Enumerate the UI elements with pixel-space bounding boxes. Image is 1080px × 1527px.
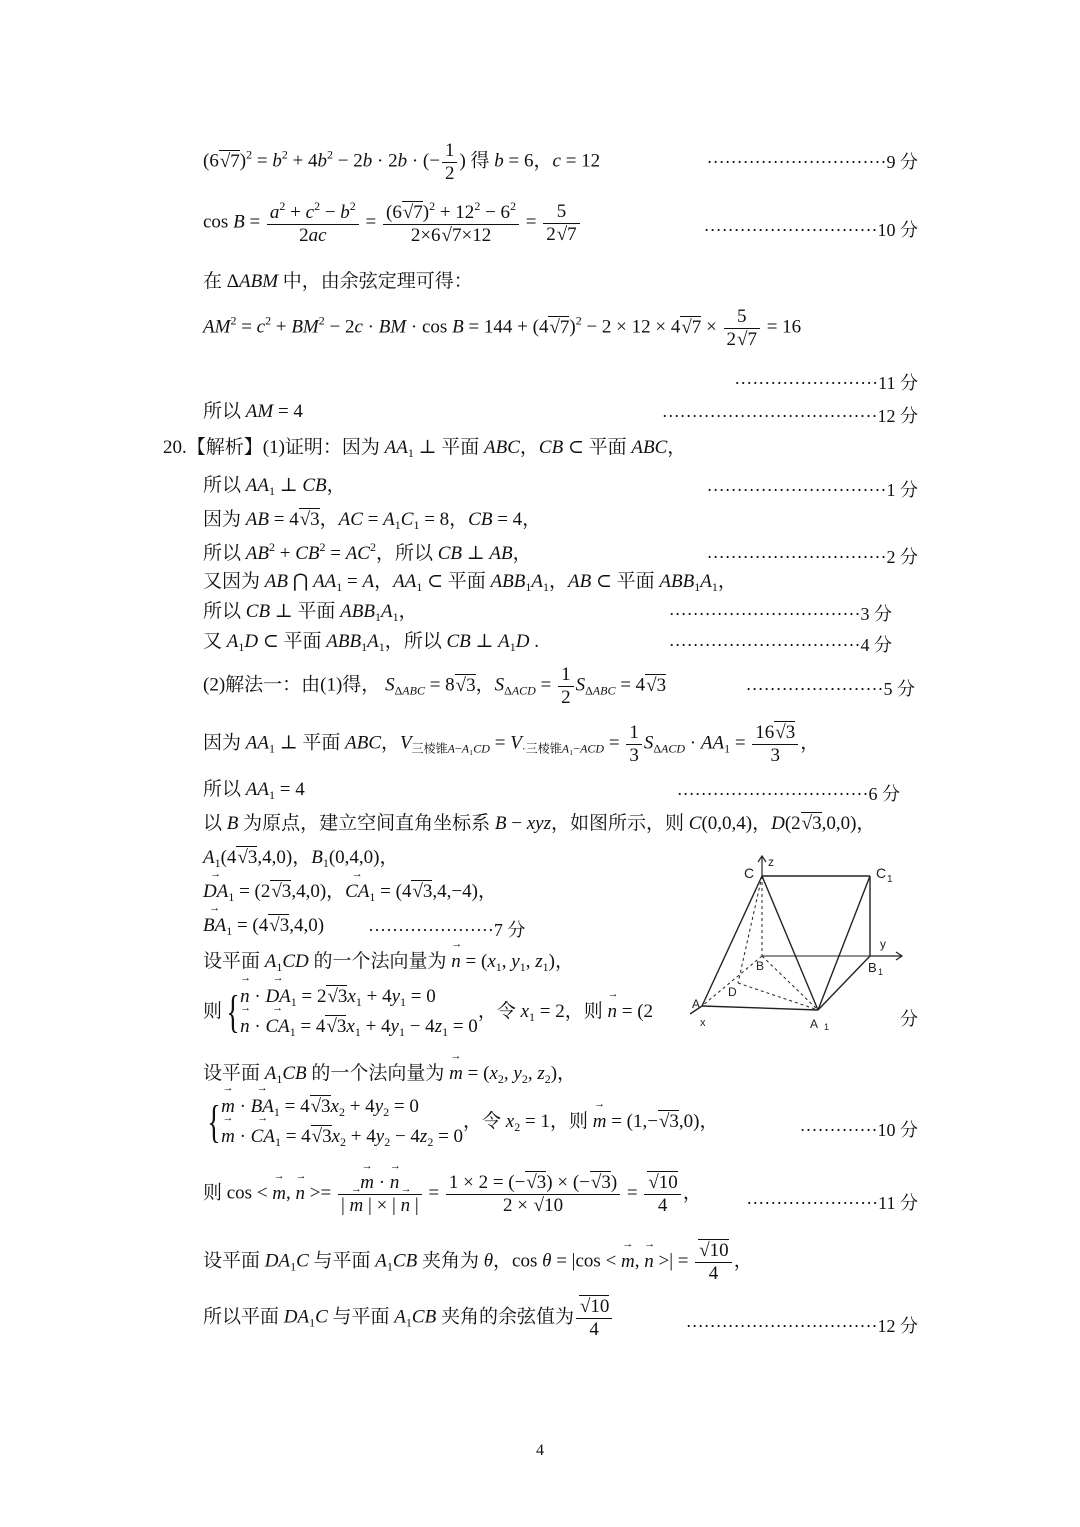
q20-normal2-line: 设平面 $A_1CB$ 的一个法向量为 → $m = (x_2$, $y_2$, $z_2$)，: [203, 1062, 576, 1087]
q20-part2-line: (2)解法一：由(1)得， $S_{\Delta ABC} = 8√3$，$S_{\Delta ACD}$ = $\frac{1}{2}$ $S_{\Delta ABC} = 4√3$: [203, 664, 667, 708]
q20-normal1-line: 设平面 $A_1CD$ 的一个法向量为 → $n = (x_1$, $y_1$, $z_1$)，: [203, 950, 574, 975]
label-y: y: [880, 937, 886, 951]
prism-figure: [690, 848, 920, 1038]
score-12a: ····································12 分: [661, 406, 918, 426]
q20-vectors-line-2: → $BA_1 = (4√3,4,0)$: [203, 914, 324, 939]
q20-final-line: 所以平面 $DA_1C$ 与平面 $A_1CB$ 夹角的余弦值为 $\frac{√10}{4}$: [203, 1296, 614, 1341]
label-z: z: [768, 855, 774, 869]
q20-line-2: 因为 AB = 4√3，AC = $A_1C_1 = 8$，CB = 4，: [203, 509, 542, 532]
score-1: ······························1 分: [706, 480, 918, 500]
q20-points-line: $A_1(4√3,4,0)$，$B_1(0,4,0)$，: [203, 847, 399, 870]
score-11b: ······················11 分: [746, 1193, 918, 1213]
score-stray: 分: [900, 1009, 918, 1029]
q20-heading: 20.【解析】(1)证明：因为 $AA_1$ ⊥ 平面 ABC，CB ⊂ 平面 ABC，: [163, 437, 687, 460]
score-3: ································3 分: [668, 604, 892, 624]
q20-line-4: 又因为 AB ⋂ $AA_1 = A$，$AA_1$ ⊂ 平面 $ABB_1A_1$，AB ⊂ 平面 $ABB_1A_1$，: [203, 571, 737, 594]
eq-line-5: 所以 AM = 4: [203, 401, 303, 422]
score-10: ·····························10 分: [703, 220, 918, 240]
score-2: ······························2 分: [706, 547, 918, 567]
label-b1-sub: 1: [878, 967, 884, 977]
q20-angle-line: 设平面 $DA_1C$ 与平面 $A_1CB$ 夹角为 θ，cos θ = |cos < → m, → n >| = $\frac{√10}{4}$ ，: [203, 1240, 753, 1285]
eq-line-1: $(6√7)^2 = b^2 + 4b^2 - 2b \cdot 2b$ · (− $\frac{1}{2}$ ) 得 b = 6，c = 12: [203, 140, 601, 184]
eq-line-2: cos B = $\frac{a^2 + c^2 - b^2}{2ac}$ = $\frac{(6√7)^2 + 12^2 - 6^2}{2\times 6√7\times 12}$ = $\frac{5}{2√7}$: [203, 200, 582, 247]
q20-cos-line: 则 cos < → m, → n >= → $\frac{m \cdot \to n}{| \to m | \times | \to n |}$ = $\frac{1 \times 2 = (-√3) \times (-√3)}{2 \times √10}$ = $\frac{√10}{4}$ ，: [203, 1172, 702, 1217]
label-b1: B: [868, 960, 877, 975]
q20-volume-line: 因为 $AA_1$ ⊥ 平面 ABC，$V_{三棱锥A-A_1CD} = V_{\cdot 三棱锥A_1-ACD}$ = $\frac{1}{3}$ $S_{\Delta ACD} \cdot AA_1$ = $\frac{16√3}{3}$ ，: [203, 722, 820, 766]
label-c: C: [744, 865, 755, 881]
score-11a: ························11 分: [734, 373, 918, 393]
label-a: A: [692, 997, 701, 1011]
score-12b: ································12 分: [685, 1316, 918, 1336]
q20-system-2: { → m · → $BA_1 = 4√3x_2 + 4y_2 = 0$ → m · → $CA_1 = 4√3x_2 + 4y_2 - 4z_2 = 0$ ，令 $x_2 = 1$，则 → m = (1,−√3,0)，: [203, 1092, 718, 1153]
page-number: 4: [536, 1442, 544, 1459]
score-7: ·····················7 分: [368, 920, 526, 940]
q20-line-5: 所以 CB ⊥ 平面 $ABB_1A_1$，: [203, 601, 418, 624]
label-c1-sub: 1: [887, 874, 893, 885]
score-6: ································6 分: [676, 784, 900, 804]
label-x: x: [700, 1017, 706, 1029]
label-a1-sub: 1: [824, 1022, 830, 1032]
score-10b: ·············10 分: [799, 1120, 918, 1140]
q20-vectors-line-1: → $DA_1 = (2√3,4,0)$，→ $CA_1 = (4√3,4,-4)$，: [203, 880, 497, 905]
eq-line-3: 在 ΔABM 中，由余弦定理可得：: [203, 271, 473, 292]
label-c1: C: [876, 865, 887, 881]
score-4: ································4 分: [668, 635, 892, 655]
q20-aa1-line: 所以 $AA_1 = 4$: [203, 779, 305, 802]
label-b: B: [756, 959, 765, 973]
eq-line-4: $AM^2 = c^2 + BM^2 - 2c$ · BM · $\cos B = 144 + (4√7)^2 - 2 \times 12 \times 4√7$ × $\frac{5}{2√7}$ = 16: [203, 306, 802, 350]
label-a1: A: [810, 1017, 819, 1031]
q20-line-6: 又 $A_1D$ ⊂ 平面 $ABB_1A_1$，所以 CB ⊥ $A_1D$ .: [203, 631, 539, 654]
label-d: D: [728, 985, 737, 999]
score-9: ······························9 分: [706, 152, 918, 172]
q20-line-3: 所以 $AB^2 + CB^2 = AC^2$，所以 CB ⊥ AB，: [203, 540, 532, 564]
score-5: ·······················5 分: [745, 679, 915, 699]
q20-line-1: 所以 $AA_1$ ⊥ CB，: [203, 475, 346, 498]
q20-system-1: 则{ → n · → $DA_1 = 2√3x_1 + 4y_1 = 0$ → n · → $CA_1 = 4√3x_1 + 4y_1 - 4z_1 = 0$ ，令 $x_1 = 2$，则 → n = (2: [203, 982, 653, 1043]
prism-diagram: [690, 848, 920, 1038]
q20-coord-line: 以 B 为原点，建立空间直角坐标系 B − xyz，如图所示，则 C(0,0,4)，D(2√3,0,0)，: [203, 813, 876, 834]
